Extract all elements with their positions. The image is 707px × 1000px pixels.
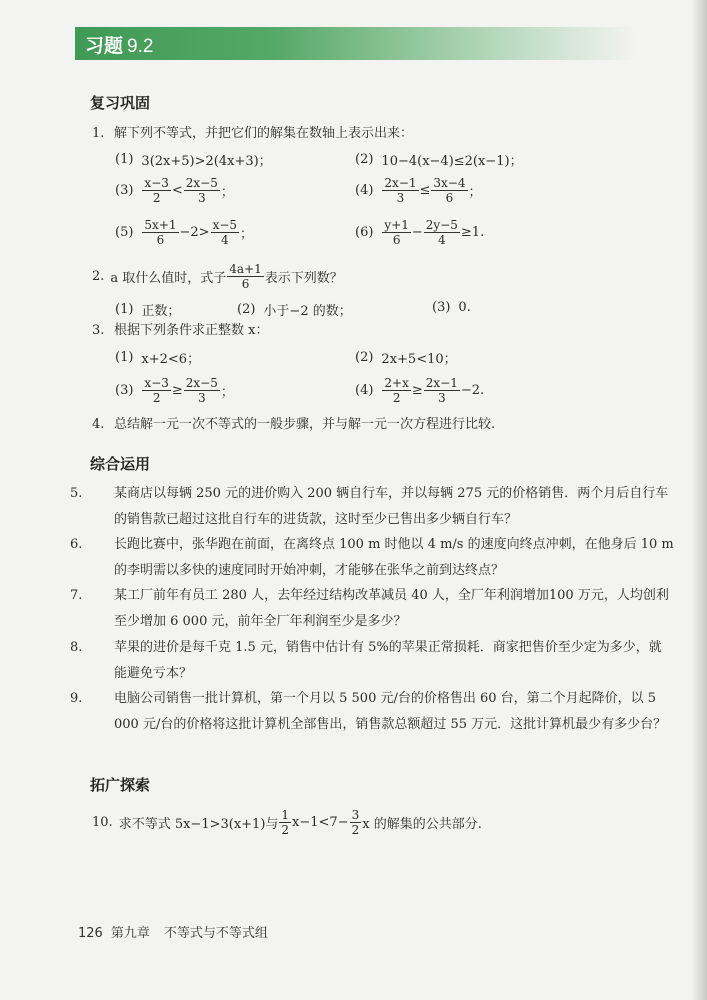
denominator: 2 (392, 391, 401, 405)
sub-question-3-1 (115, 348, 200, 367)
numerator: 2x−1 (425, 376, 458, 390)
denominator: 2 (152, 191, 161, 205)
denominator: 3 (438, 391, 446, 405)
math-text: 小于−2 的数； (263, 304, 352, 319)
sub-question-label: (2) (355, 350, 374, 365)
question-number: 10. (92, 815, 113, 830)
sub-question-1-2 (355, 150, 523, 169)
fraction (142, 176, 170, 205)
numerator: 2x−5 (185, 176, 218, 190)
section-heading-explore: 拓广探索 (90, 776, 151, 794)
denominator: 6 (392, 233, 401, 247)
question-number: 3. (92, 323, 105, 338)
fraction (431, 176, 467, 205)
question-text: 根据下列条件求正整数 x： (114, 323, 269, 338)
question-2 (92, 262, 343, 291)
numerator: 3x−4 (433, 176, 466, 190)
sub-question-3-2 (355, 348, 457, 367)
numerator: 2+x (384, 376, 409, 390)
denominator: 2 (281, 823, 290, 837)
question-5 (70, 481, 674, 532)
math-text: −2. (460, 383, 485, 398)
sub-question-label: (4) (355, 183, 374, 198)
math-text: x+2<6； (141, 352, 201, 367)
math-text: 表示下列数？ (264, 271, 343, 286)
math-text: x 的解集的公共部分. (362, 817, 482, 832)
sub-question-1-3 (115, 176, 234, 205)
chapter-label: 第九章 (110, 926, 150, 941)
sub-question-label: (3) (115, 183, 134, 198)
math-text: 求不等式 5x−1>3(x+1)与 (118, 817, 279, 832)
question-text: 解下列不等式，并把它们的解集在数轴上表示出来： (114, 126, 414, 141)
page-footer (78, 922, 276, 941)
sub-question-1-5 (115, 218, 253, 247)
fraction (142, 376, 170, 405)
denominator: 6 (156, 233, 165, 247)
denominator: 6 (241, 277, 250, 291)
math-text: ； (468, 185, 482, 200)
numerator: 2x−1 (384, 176, 417, 190)
denominator: 3 (198, 191, 206, 205)
question-number: 7. (70, 588, 83, 603)
question-4 (92, 412, 652, 438)
sub-question-label: (5) (115, 225, 134, 240)
denominator: 3 (198, 391, 206, 405)
math-text: 0. (458, 300, 471, 315)
sub-question-label: (2) (355, 152, 374, 167)
question-number: 9. (70, 691, 83, 706)
math-text: ； (220, 385, 234, 400)
question-number: 2. (92, 269, 105, 284)
fraction (184, 176, 220, 205)
denominator: 4 (438, 233, 446, 247)
fraction (424, 218, 460, 247)
fraction (350, 808, 362, 837)
math-text: ； (240, 227, 254, 242)
fraction (227, 262, 263, 291)
question-text: 某工厂前年有员工 280 人，去年经过结构改革减员 40 人，全厂年利润增加100 万元，人均创利至少增加 6 000 元，前年全厂年利润至少是多少？ (114, 588, 669, 629)
numerator: 5x+1 (144, 218, 177, 232)
numerator: x−5 (212, 218, 238, 232)
fraction (382, 376, 410, 405)
sub-question-2-2 (237, 300, 352, 319)
math-text: a 取什么值时，式子 (110, 271, 227, 286)
question-text: 电脑公司销售一批计算机，第一个月以 5 500 元/台的价格售出 60 台，第二个月起降价，以 5 000 元/台的价格将这批计算机全部售出，销售款总额超过 55 万元．这批计算机最少有多少台？ (114, 691, 667, 732)
numerator: 2y−5 (425, 218, 458, 232)
question-3 (92, 318, 652, 344)
fraction (382, 176, 418, 205)
sub-question-1-1 (115, 150, 272, 169)
question-text: 总结解一元一次不等式的一般步骤，并与解一元一次方程进行比较. (114, 417, 496, 432)
section-heading-apply: 综合运用 (90, 455, 151, 473)
question-text: 某商店以每辆 250 元的进价购入 200 辆自行车，并以每辆 275 元的价格销售．两个月后自行车的销售款已超过这批自行车的进货款，这时至少已售出多少辆自行车？ (114, 486, 669, 527)
math-text: < (171, 183, 183, 198)
denominator: 2 (152, 391, 161, 405)
math-text: ≤ (419, 183, 431, 198)
denominator: 2 (351, 823, 360, 837)
sub-question-label: (4) (355, 383, 374, 398)
numerator: 2x−5 (185, 376, 218, 390)
sub-question-label: (3) (432, 300, 451, 315)
question-7 (70, 583, 674, 634)
question-9 (70, 686, 674, 737)
math-text: x−1<7− (292, 815, 349, 830)
exercise-title: 习题 9.2 (85, 35, 154, 57)
numerator: 1 (281, 808, 290, 822)
sub-question-label: (6) (355, 225, 374, 240)
fraction (184, 376, 220, 405)
numerator: 4a+1 (229, 262, 262, 276)
question-text (119, 808, 482, 837)
sub-question-2-1 (115, 300, 180, 319)
math-text: −2> (179, 225, 210, 240)
denominator: 6 (445, 191, 454, 205)
section-heading-review: 复习巩固 (90, 94, 151, 112)
sub-question-label: (1) (115, 152, 134, 167)
exercise-banner (75, 27, 635, 60)
question-text (110, 262, 342, 291)
denominator: 4 (220, 233, 229, 247)
question-text: 苹果的进价是每千克 1.5 元，销售中估计有 5%的苹果正常损耗．商家把售价至少定为多少，就能避免亏本？ (114, 640, 662, 681)
sub-question-2-3 (432, 300, 471, 315)
numerator: 3 (351, 808, 360, 822)
sub-question-1-4 (355, 176, 482, 205)
question-1 (92, 121, 652, 147)
page-number: 126 (78, 926, 103, 941)
fraction (279, 808, 291, 837)
numerator: x−3 (144, 376, 169, 390)
sub-question-1-6 (355, 218, 484, 247)
math-text: ≥ (171, 383, 183, 398)
sub-question-label: (1) (115, 302, 134, 317)
numerator: x−3 (144, 176, 169, 190)
question-text: 长跑比赛中，张华跑在前面，在离终点 100 m 时他以 4 m/s 的速度向终点冲刺，在他身后 10 m 的李明需以多快的速度同时开始冲刺，才能够在张华之前到达终点？ (114, 537, 674, 578)
question-number: 8. (70, 640, 83, 655)
fraction (424, 376, 460, 405)
sub-question-3-4 (355, 376, 484, 405)
question-number: 1. (92, 126, 105, 141)
question-number: 5. (70, 486, 83, 501)
question-8 (70, 635, 674, 686)
math-text: ； (220, 185, 234, 200)
sub-question-label: (3) (115, 383, 134, 398)
fraction (211, 218, 239, 247)
math-text: 正数； (141, 304, 181, 319)
sub-question-label: (2) (237, 302, 256, 317)
fraction (382, 218, 410, 247)
fraction (142, 218, 178, 247)
math-text: − (411, 225, 423, 240)
sub-question-label: (1) (115, 350, 134, 365)
question-number: 6. (70, 537, 83, 552)
math-text: 3(2x+5)>2(4x+3)； (141, 154, 272, 169)
sub-question-3-3 (115, 376, 234, 405)
math-text: ≥ (411, 383, 423, 398)
question-number: 4. (92, 417, 105, 432)
math-text: 10−4(x−4)≤2(x−1)； (381, 154, 523, 169)
math-text: 2x+5<10； (381, 352, 457, 367)
denominator: 3 (396, 191, 405, 205)
question-6 (70, 532, 674, 583)
numerator: y+1 (384, 218, 409, 232)
math-text: ≥1. (460, 225, 485, 240)
chapter-title: 不等式与不等式组 (163, 926, 268, 941)
page-edge-shadow (691, 0, 707, 1000)
question-10 (92, 808, 482, 837)
